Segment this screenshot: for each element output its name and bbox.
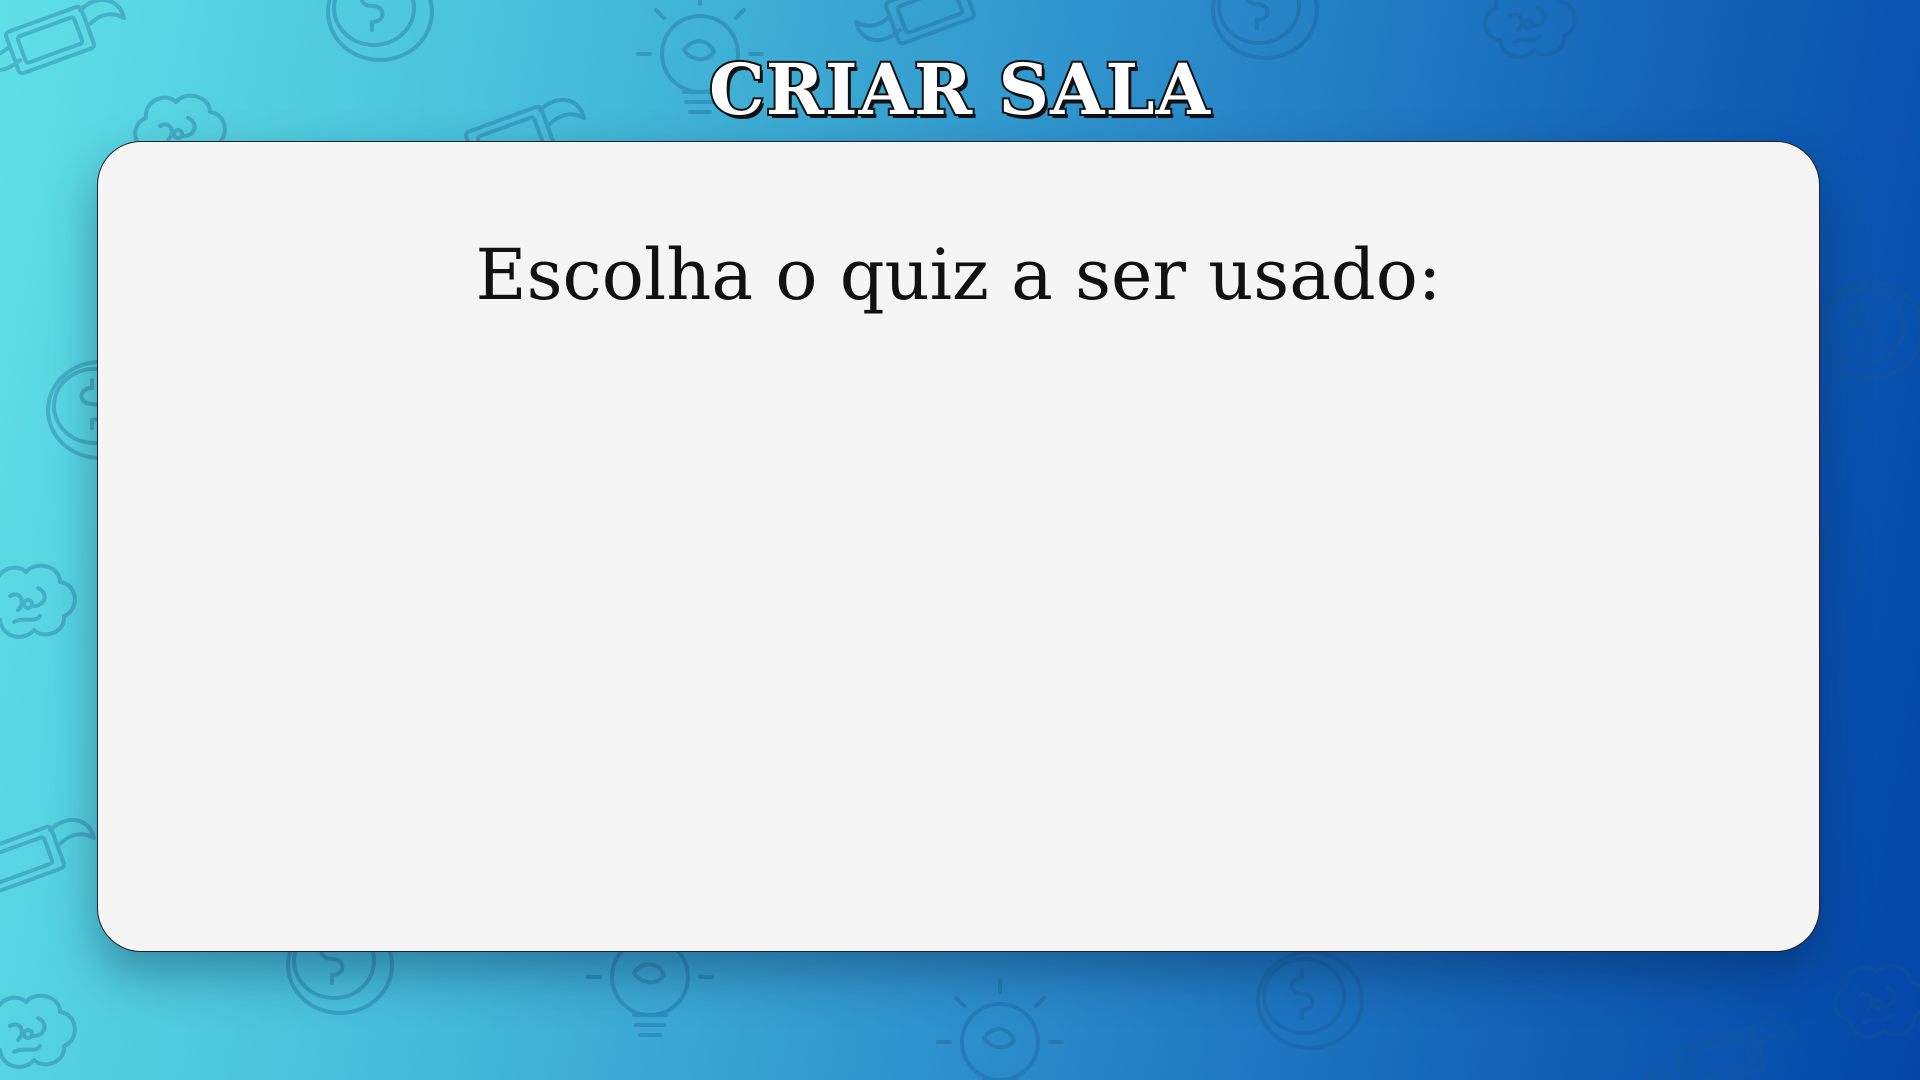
quiz-selection-heading: Escolha o quiz a ser usado: [475, 234, 1442, 316]
quiz-selection-panel [97, 141, 1820, 952]
quiz-list [158, 362, 1759, 911]
page-title: CRIAR SALA [709, 48, 1211, 131]
